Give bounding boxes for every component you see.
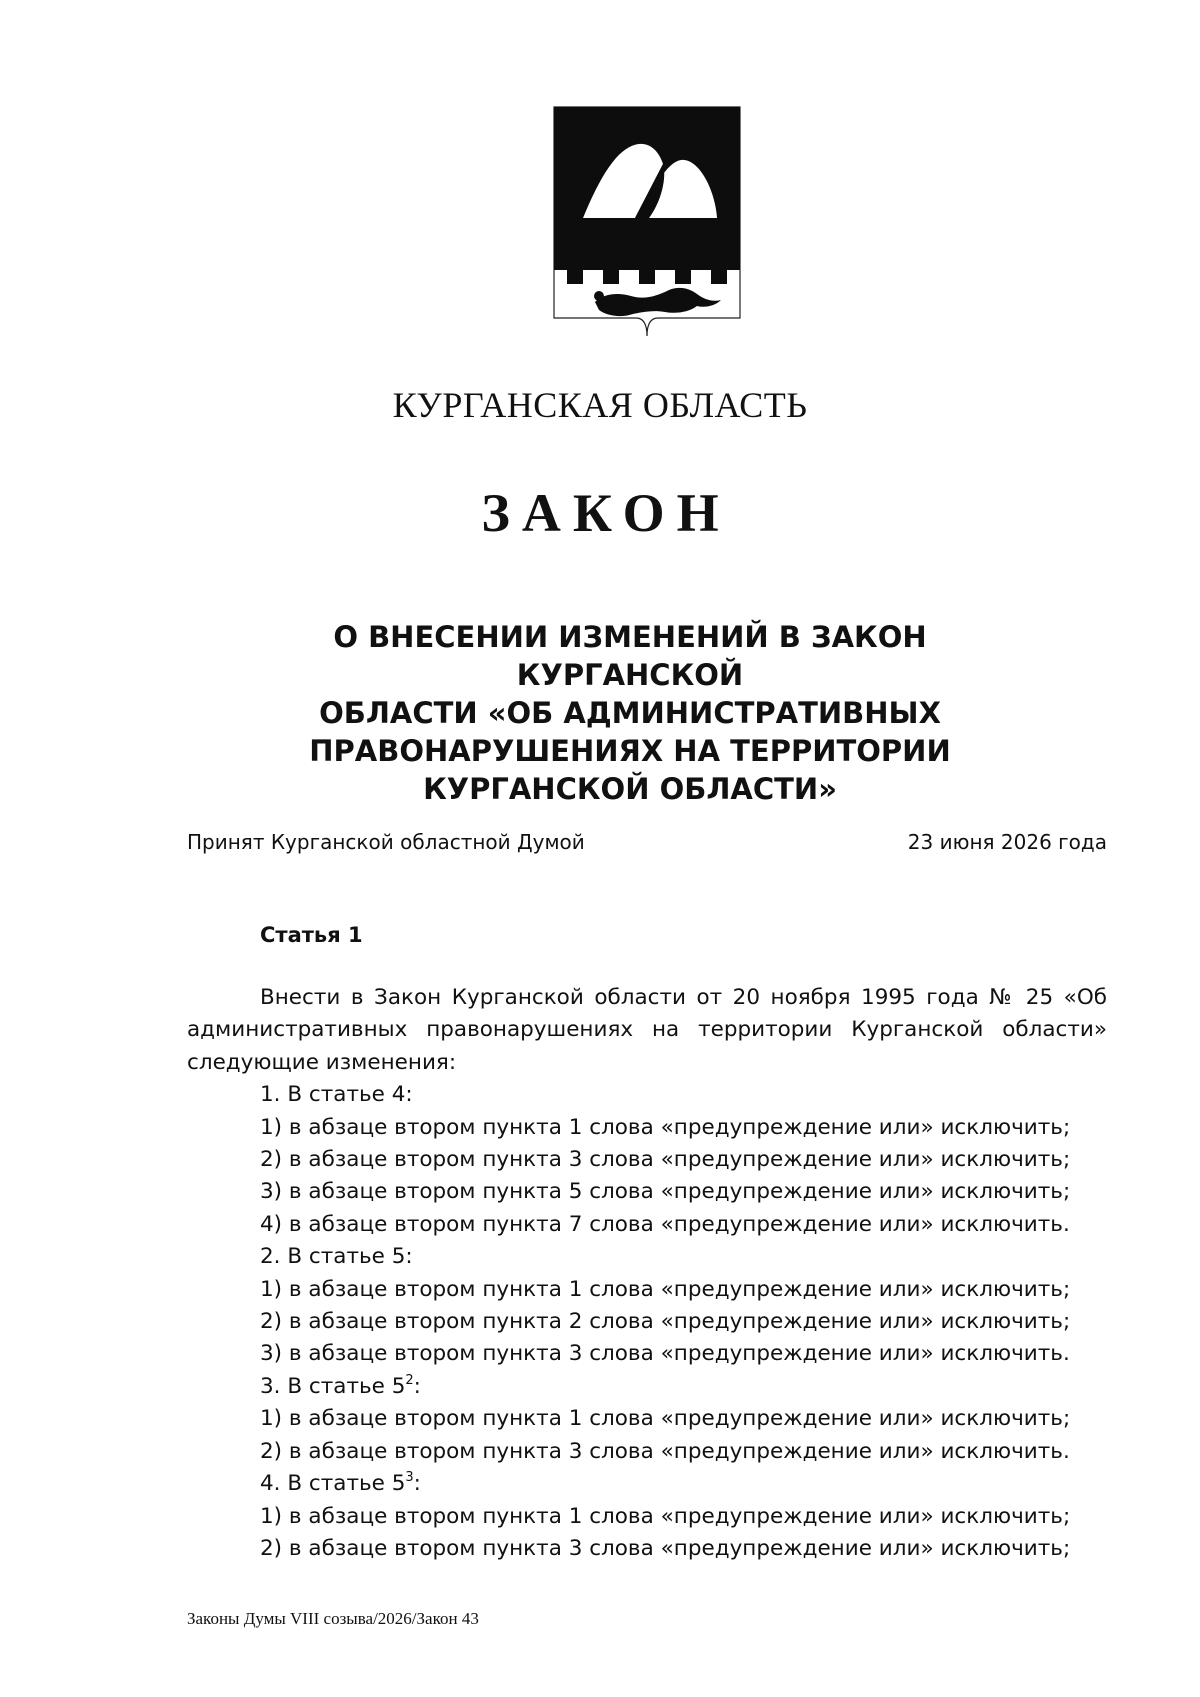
amendment-item	[187, 1209, 1107, 1241]
amendment-suffix: :	[413, 1373, 421, 1399]
amendment-text: 4) в абзаце втором пункта 7 слова «предупреждение или» исключить.	[260, 1211, 1070, 1237]
amendment-item	[187, 1468, 1107, 1500]
amendment-text: 3. В статье 5	[260, 1373, 406, 1399]
law-title-line: ПРАВОНАРУШЕНИЯХ НА ТЕРРИТОРИИ	[309, 734, 951, 768]
amendment-text: 2) в абзаце втором пункта 2 слова «предупреждение или» исключить;	[260, 1309, 1071, 1335]
document-type: ЗАКОН	[481, 483, 731, 543]
amendment-text: 1) в абзаце втором пункта 1 слова «предупреждение или» исключить;	[260, 1406, 1071, 1432]
adoption-info	[187, 828, 1107, 856]
amendment-text: 2. В статье 5:	[260, 1244, 413, 1270]
amendment-text: 1) в абзаце втором пункта 1 слова «предупреждение или» исключить;	[260, 1503, 1071, 1529]
law-title-line: ОБЛАСТИ «ОБ АДМИНИСТРАТИВНЫХ	[319, 696, 941, 730]
article-intro: Внести в Закон Курганской области от 20 ноября 1995 года № 25 «Об административных правонарушениях на территории Курганской области» следующие изменения:	[187, 985, 1107, 1075]
amendment-suffix: :	[413, 1471, 421, 1497]
amendment-text: 3) в абзаце втором пункта 3 слова «предупреждение или» исключить.	[260, 1341, 1070, 1367]
amendment-text: 2) в абзаце втором пункта 3 слова «предупреждение или» исключить;	[260, 1147, 1071, 1173]
amendment-item	[187, 1436, 1107, 1468]
article-heading: Статья 1	[260, 923, 363, 947]
amendment-item	[187, 1371, 1107, 1403]
amendment-item	[187, 1501, 1107, 1533]
amendment-list	[187, 1079, 1107, 1565]
amendment-item	[187, 1079, 1107, 1111]
amendment-text: 4. В статье 5	[260, 1471, 406, 1497]
region-name: КУРГАНСКАЯ ОБЛАСТЬ	[392, 385, 808, 425]
amendment-text: 1) в абзаце втором пункта 1 слова «предупреждение или» исключить;	[260, 1276, 1071, 1302]
amendment-item	[187, 1338, 1107, 1370]
document-reference: Законы Думы VIII созыва/2026/Закон 43	[187, 1609, 479, 1628]
adopted-by: Принят Курганской областной Думой	[187, 830, 585, 854]
amendment-item	[187, 1144, 1107, 1176]
amendment-item	[187, 1176, 1107, 1208]
amendment-item	[187, 1274, 1107, 1306]
amendment-item	[187, 1306, 1107, 1338]
amendment-item	[187, 1533, 1107, 1565]
law-title	[230, 618, 1030, 808]
amendment-item	[187, 1241, 1107, 1273]
adoption-date: 23 июня 2026 года	[907, 830, 1107, 854]
law-title-line: КУРГАНСКОЙ ОБЛАСТИ»	[423, 772, 837, 806]
article-superscript: 2	[405, 1372, 414, 1388]
article-body	[187, 982, 1107, 1565]
amendment-text: 1. В статье 4:	[260, 1082, 413, 1108]
article-superscript: 3	[405, 1470, 414, 1486]
amendment-text: 1) в абзаце втором пункта 1 слова «предупреждение или» исключить;	[260, 1114, 1071, 1140]
amendment-text: 3) в абзаце втором пункта 5 слова «предупреждение или» исключить;	[260, 1179, 1071, 1205]
law-title-line: О ВНЕСЕНИИ ИЗМЕНЕНИЙ В ЗАКОН КУРГАНСКОЙ	[333, 620, 927, 692]
amendment-item	[187, 1112, 1107, 1144]
amendment-text: 2) в абзаце втором пункта 3 слова «предупреждение или» исключить.	[260, 1438, 1070, 1464]
amendment-text: 2) в абзаце втором пункта 3 слова «предупреждение или» исключить;	[260, 1535, 1071, 1561]
amendment-item	[187, 1403, 1107, 1435]
coat-of-arms-icon	[553, 106, 741, 342]
